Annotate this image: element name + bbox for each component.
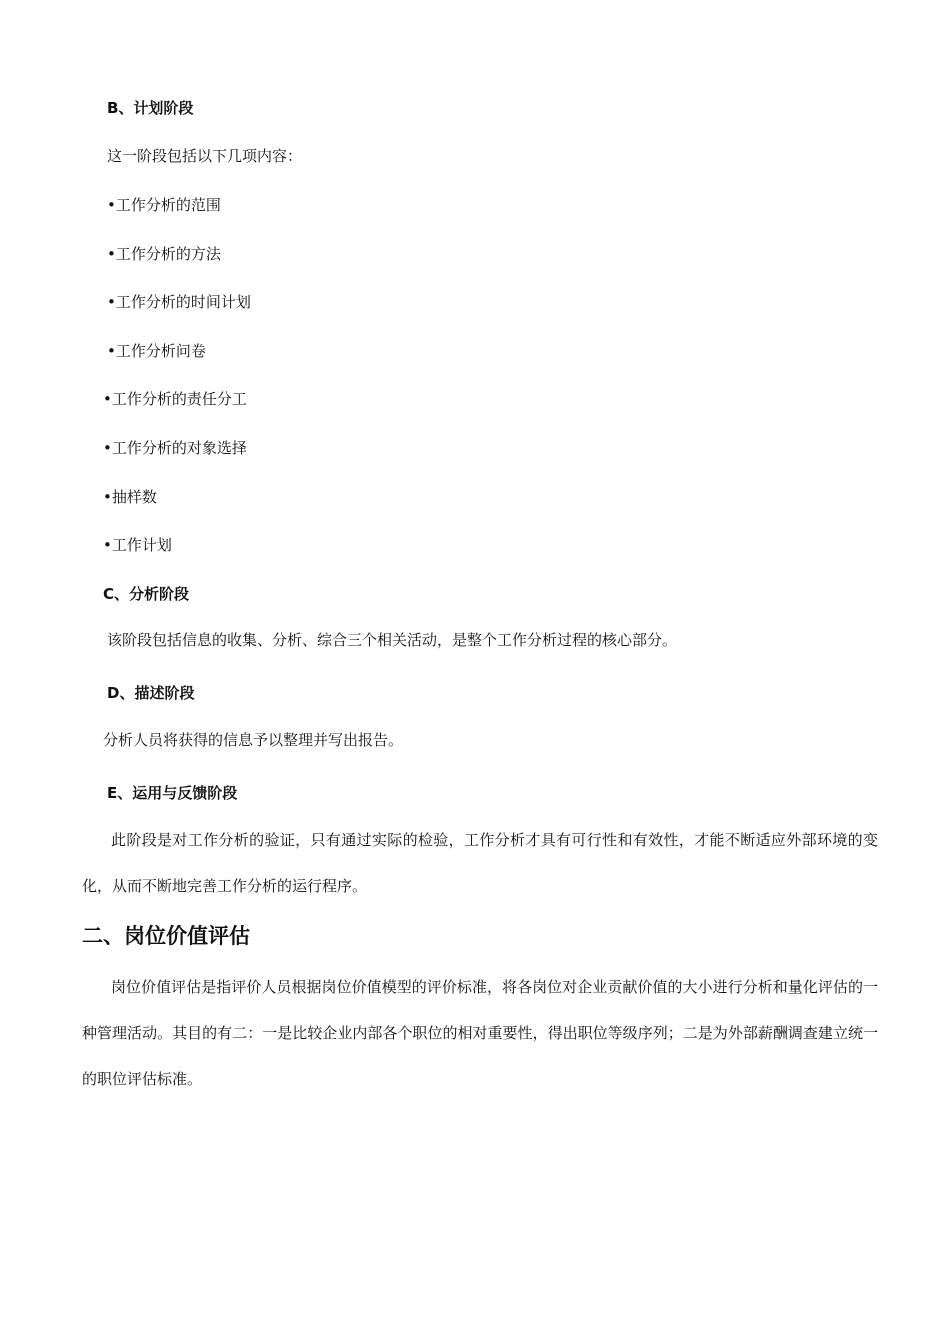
list-item: •工作分析的范围 — [107, 196, 221, 214]
section-b-heading: B、计划阶段 — [107, 99, 194, 117]
section-b-intro: 这一阶段包括以下几项内容： — [107, 147, 303, 165]
section-2-heading: 二、岗位价值评估 — [82, 924, 250, 948]
list-item: •工作计划 — [103, 536, 172, 554]
list-item: •工作分析的时间计划 — [107, 293, 251, 311]
list-item: •工作分析的责任分工 — [103, 390, 247, 408]
list-item: •抽样数 — [103, 488, 157, 506]
section-d-heading: D、描述阶段 — [107, 684, 195, 702]
list-item: •工作分析的对象选择 — [103, 439, 247, 457]
section-c-heading: C、分析阶段 — [103, 585, 190, 603]
section-c-text: 该阶段包括信息的收集、分析、综合三个相关活动，是整个工作分析过程的核心部分。 — [107, 631, 678, 649]
section-d-text: 分析人员将获得的信息予以整理并写出报告。 — [103, 731, 404, 749]
list-item: •工作分析的方法 — [107, 245, 221, 263]
section-e-heading: E、运用与反馈阶段 — [107, 784, 238, 802]
list-item: •工作分析问卷 — [107, 342, 206, 360]
section-2-paragraph: 岗位价值评估是指评价人员根据岗位价值模型的评价标准，将各岗位对企业贡献价值的大小进行分析和量化评估的一种管理活动。其目的有二：一是比较企业内部各个职位的相对重要性，得出职位等级序列；二是为外部薪酬调查建立统一的职位评估标准。 — [82, 978, 878, 1088]
section-e-paragraph: 此阶段是对工作分析的验证，只有通过实际的检验，工作分析才具有可行性和有效性，才能不断适应外部环境的变化，从而不断地完善工作分析的运行程序。 — [82, 831, 878, 895]
